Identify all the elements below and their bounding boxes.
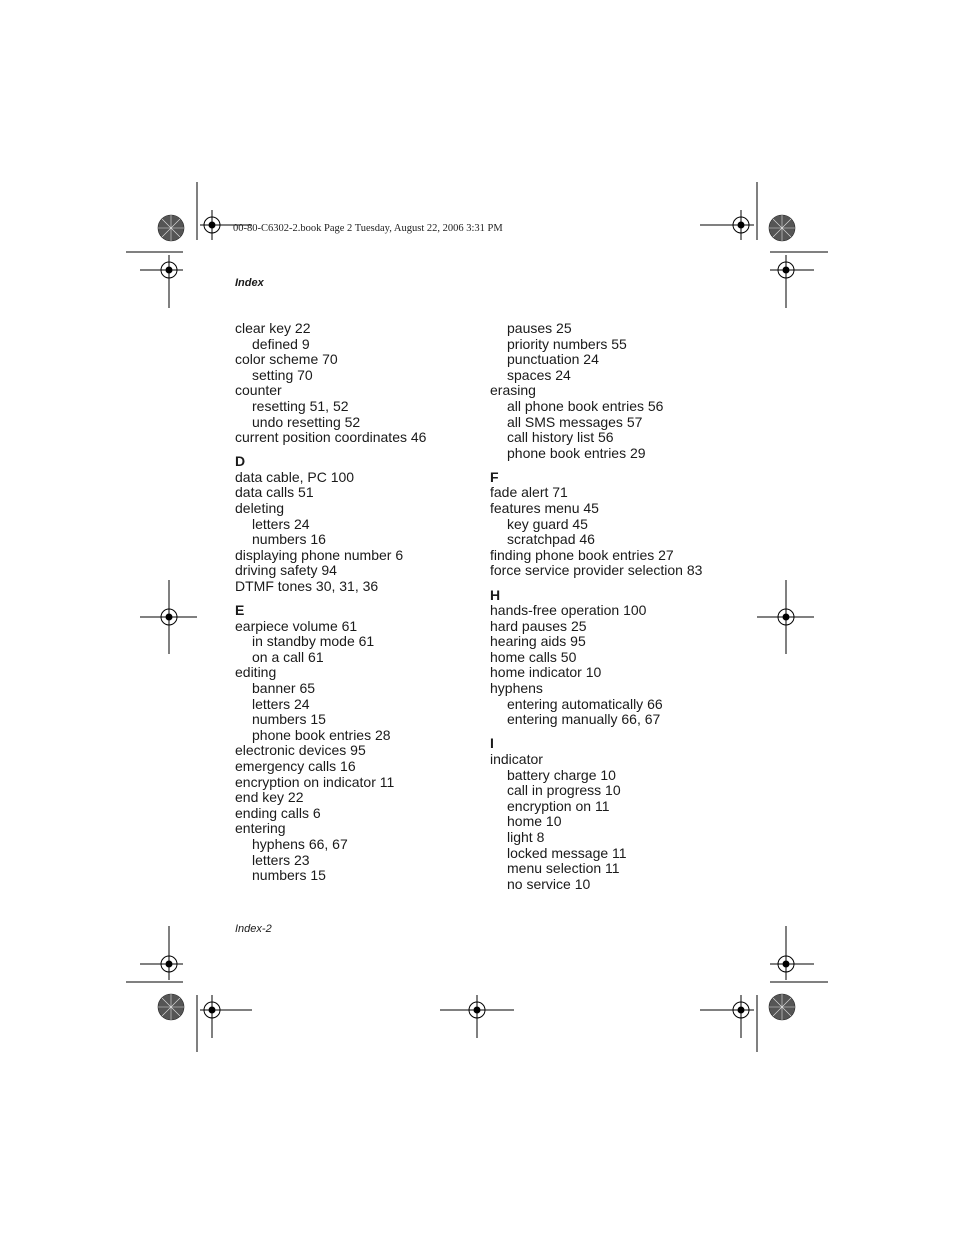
index-subentry: light 8 <box>507 828 545 845</box>
page-folio: Index-2 <box>235 923 272 935</box>
index-entry: color scheme 70 <box>235 351 338 368</box>
index-entry: hearing aids 95 <box>490 633 586 650</box>
starburst-mark-bl <box>158 994 184 1020</box>
index-subentry: punctuation 24 <box>507 351 599 368</box>
index-entry: ending calls 6 <box>235 804 321 821</box>
index-column-left <box>235 321 485 884</box>
registration-mark-top-right <box>700 210 754 240</box>
index-subentry: banner 65 <box>252 680 316 697</box>
index-subentry: call in progress 10 <box>507 782 621 799</box>
index-section-letter: I <box>490 735 494 752</box>
registration-mark-bottom-center <box>440 995 514 1038</box>
index-subentry: letters 24 <box>252 515 310 532</box>
index-subentry: spaces 24 <box>507 366 571 383</box>
index-subentry: all SMS messages 57 <box>507 413 643 430</box>
index-section-letter: E <box>235 602 245 619</box>
index-entry: clear key 22 <box>235 320 311 336</box>
index-subentry: scratchpad 46 <box>507 531 595 548</box>
index-subentry: entering automatically 66 <box>507 695 663 712</box>
registration-mark-lower-right <box>770 926 814 980</box>
index-entry: displaying phone number 6 <box>235 546 404 563</box>
index-subentry: encryption on 11 <box>507 797 610 814</box>
index-subentry: setting 70 <box>252 366 313 383</box>
index-section-letter: F <box>490 468 499 485</box>
starburst-mark-tr <box>769 215 795 241</box>
index-entry: fade alert 71 <box>490 484 568 501</box>
index-entry: earpiece volume 61 <box>235 617 358 634</box>
index-entry: entering <box>235 820 286 837</box>
index-entry: counter <box>235 382 282 399</box>
index-entry: encryption on indicator 11 <box>235 773 395 790</box>
index-subentry: letters 24 <box>252 695 310 712</box>
registration-mark-lower-left <box>140 926 183 980</box>
registration-mark-mid-right <box>757 580 814 654</box>
index-entry: current position coordinates 46 <box>235 429 427 446</box>
index-subentry: locked message 11 <box>507 844 627 861</box>
index-subentry: numbers 15 <box>252 711 326 728</box>
index-subentry: defined 9 <box>252 335 310 352</box>
index-entry: hyphens <box>490 680 543 697</box>
index-entry: data calls 51 <box>235 484 314 501</box>
index-entry: hands-free operation 100 <box>490 602 647 619</box>
index-entry: DTMF tones 30, 31, 36 <box>235 578 379 594</box>
running-head: Index <box>235 277 264 289</box>
index-subentry: numbers 16 <box>252 531 326 548</box>
index-entry: indicator <box>490 750 543 767</box>
registration-mark-upper-left <box>140 255 183 308</box>
index-subentry: priority numbers 55 <box>507 335 627 352</box>
index-subentry: numbers 15 <box>252 867 326 884</box>
index-subentry: in standby mode 61 <box>252 633 375 650</box>
index-entry: home calls 50 <box>490 648 577 665</box>
registration-mark-upper-right <box>770 255 814 308</box>
index-entry: finding phone book entries 27 <box>490 546 674 563</box>
index-entry: force service provider selection 83 <box>490 562 703 579</box>
index-subentry: entering manually 66, 67 <box>507 711 661 728</box>
index-entry: driving safety 94 <box>235 562 337 579</box>
starburst-mark-br <box>769 994 795 1020</box>
index-subentry: letters 23 <box>252 851 310 868</box>
index-entry: erasing <box>490 382 536 399</box>
index-subentry: undo resetting 52 <box>252 413 361 430</box>
index-entry: hard pauses 25 <box>490 617 587 634</box>
registration-mark-mid-left <box>140 580 197 654</box>
index-subentry: call history list 56 <box>507 429 614 446</box>
index-subentry: phone book entries 29 <box>507 444 646 461</box>
index-subentry: home 10 <box>507 813 562 830</box>
index-entry: emergency calls 16 <box>235 758 356 775</box>
index-entry: editing <box>235 664 277 681</box>
index-subentry: all phone book entries 56 <box>507 397 664 414</box>
registration-mark-bottom-right <box>700 995 754 1038</box>
index-entry: features menu 45 <box>490 500 599 517</box>
index-subentry: menu selection 11 <box>507 860 620 877</box>
index-section-letter: D <box>235 453 246 470</box>
index-subentry: battery charge 10 <box>507 766 616 783</box>
index-subentry: phone book entries 28 <box>252 726 391 743</box>
registration-mark-bottom-left <box>200 995 252 1038</box>
index-section-letter: H <box>490 586 501 603</box>
index-subentry: hyphens 66, 67 <box>252 836 348 852</box>
index-subentry: on a call 61 <box>252 648 324 665</box>
index-entry: home indicator 10 <box>490 664 602 681</box>
index-subentry: no service 10 <box>507 875 591 892</box>
index-entry: electronic devices 95 <box>235 742 366 759</box>
print-slug-line: 00-80-C6302-2.book Page 2 Tuesday, August 22, 2006 3:31 PM <box>233 223 503 234</box>
index-entry: deleting <box>235 500 285 517</box>
index-entry: end key 22 <box>235 789 304 806</box>
starburst-mark-tl <box>158 215 184 241</box>
index-subentry: pauses 25 <box>507 320 572 336</box>
index-column-right <box>490 321 740 892</box>
index-subentry: key guard 45 <box>507 515 588 532</box>
index-subentry: resetting 51, 52 <box>252 397 349 414</box>
index-entry: data cable, PC 100 <box>235 468 355 485</box>
